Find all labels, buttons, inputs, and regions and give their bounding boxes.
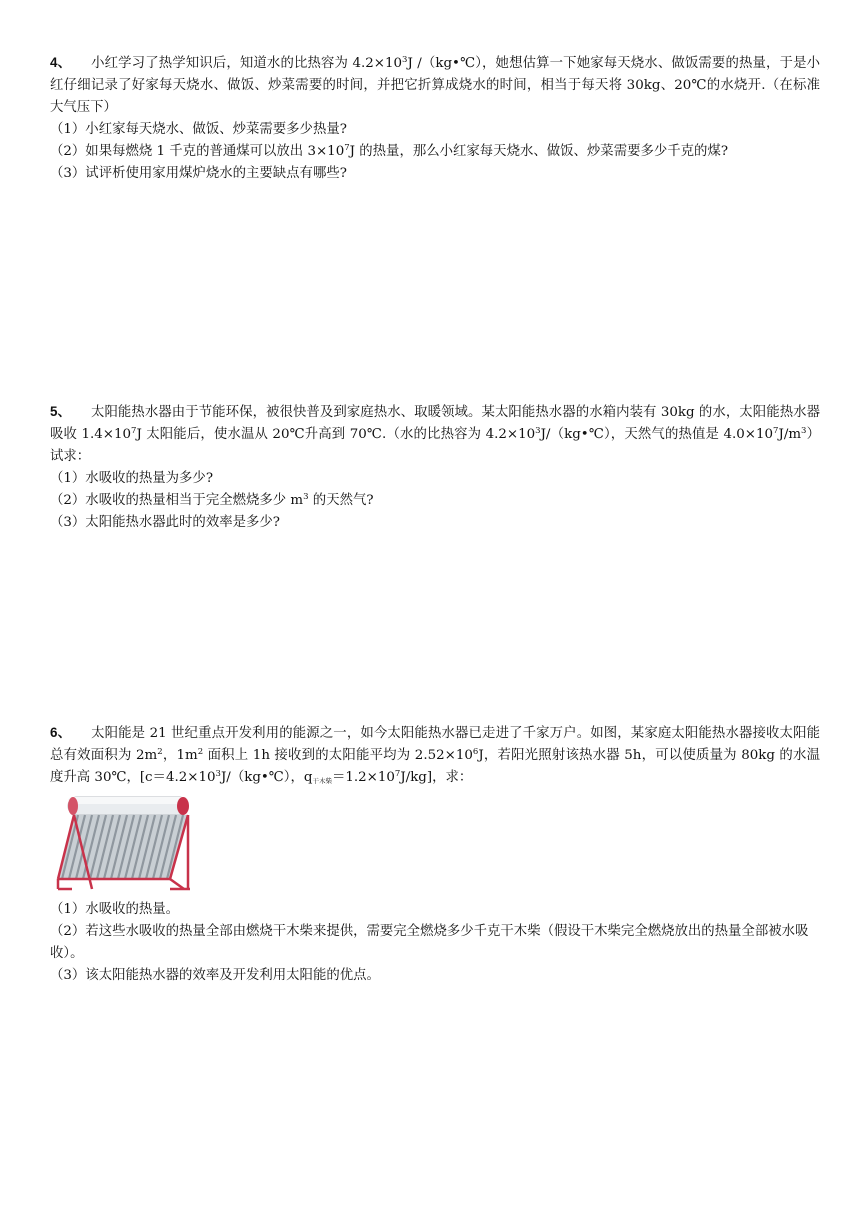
problem-6: [50, 722, 820, 987]
question-2: （2）如果每燃烧 1 千克的普通煤可以放出 $3\times 10^7J$ 的热量，那么小红家每天烧水、做饭、炒菜需要多少千克的煤?: [50, 143, 729, 159]
question-3: （3）太阳能热水器此时的效率是多少?: [50, 515, 280, 530]
problem-4-stem: 4、 小红学习了热学知识后，知道水的比热容为 $4.2\times 10^3J$ /（kg•℃），她想估算一下她家每天烧水、做饭需要的热量，于是小红仔细记录了好家每天烧水、做饭、炒菜需要的时间，并把它折算成烧水的时间，相当于每天将 30kg、20℃的水烧开.（在标准大气压下）: [50, 55, 820, 115]
problem-number: 5、: [50, 404, 71, 419]
question-3: （3）试评析使用家用煤炉烧水的主要缺点有哪些?: [50, 166, 347, 181]
question-1: （1）水吸收的热量为多少?: [50, 471, 213, 486]
problem-5: [50, 401, 820, 534]
problem-4: [50, 52, 820, 185]
solar-water-heater-image: [52, 793, 192, 893]
problem-5-stem: 5、 太阳能热水器由于节能环保，被很快普及到家庭热水、取暖领域。某太阳能热水器的水箱内装有 30kg 的水，太阳能热水器吸收 $1.4\times 10^7J$ 太阳能后，使水温从 20℃升高到 70℃.（水的比热容为 $4.2\times 10^3J/(kg•℃)$，天然气的热值是 $4.0\times 10^7J/m^3$）试求：: [50, 404, 821, 464]
question-1: （1）小红家每天烧水、做饭、炒菜需要多少热量?: [50, 122, 347, 137]
problem-number: 4、: [50, 55, 72, 70]
question-3: （3）该太阳能热水器的效率及开发利用太阳能的优点。: [50, 968, 380, 983]
problem-number: 6、: [50, 725, 72, 740]
question-2: （2）若这些水吸收的热量全部由燃烧干木柴来提供，需要完全燃烧多少千克干木柴（假设干木柴完全燃烧放出的热量全部被水吸收）。: [50, 924, 809, 961]
problem-6-stem: 6、 太阳能是 21 世纪重点开发利用的能源之一，如今太阳能热水器已走进了千家万户。如图，某家庭太阳能热水器接收太阳能总有效面积为 $2m^2$，$1m^2$ 面积上 1h 接收到的太阳能平均为 $2.52\times 10^6J$，若阳光照射该热水器 5h，可以使质量为 80kg 的水温度升高 30℃，[$c=4.2\times 10^3J/(kg•℃)$，$q_{干木柴}=1.2\times 10^7J/kg$]，求：: [50, 725, 820, 785]
question-1: （1）水吸收的热量。: [50, 902, 180, 917]
question-2: （2）水吸收的热量相当于完全燃烧多少 $m^3$ 的天然气?: [50, 492, 374, 508]
